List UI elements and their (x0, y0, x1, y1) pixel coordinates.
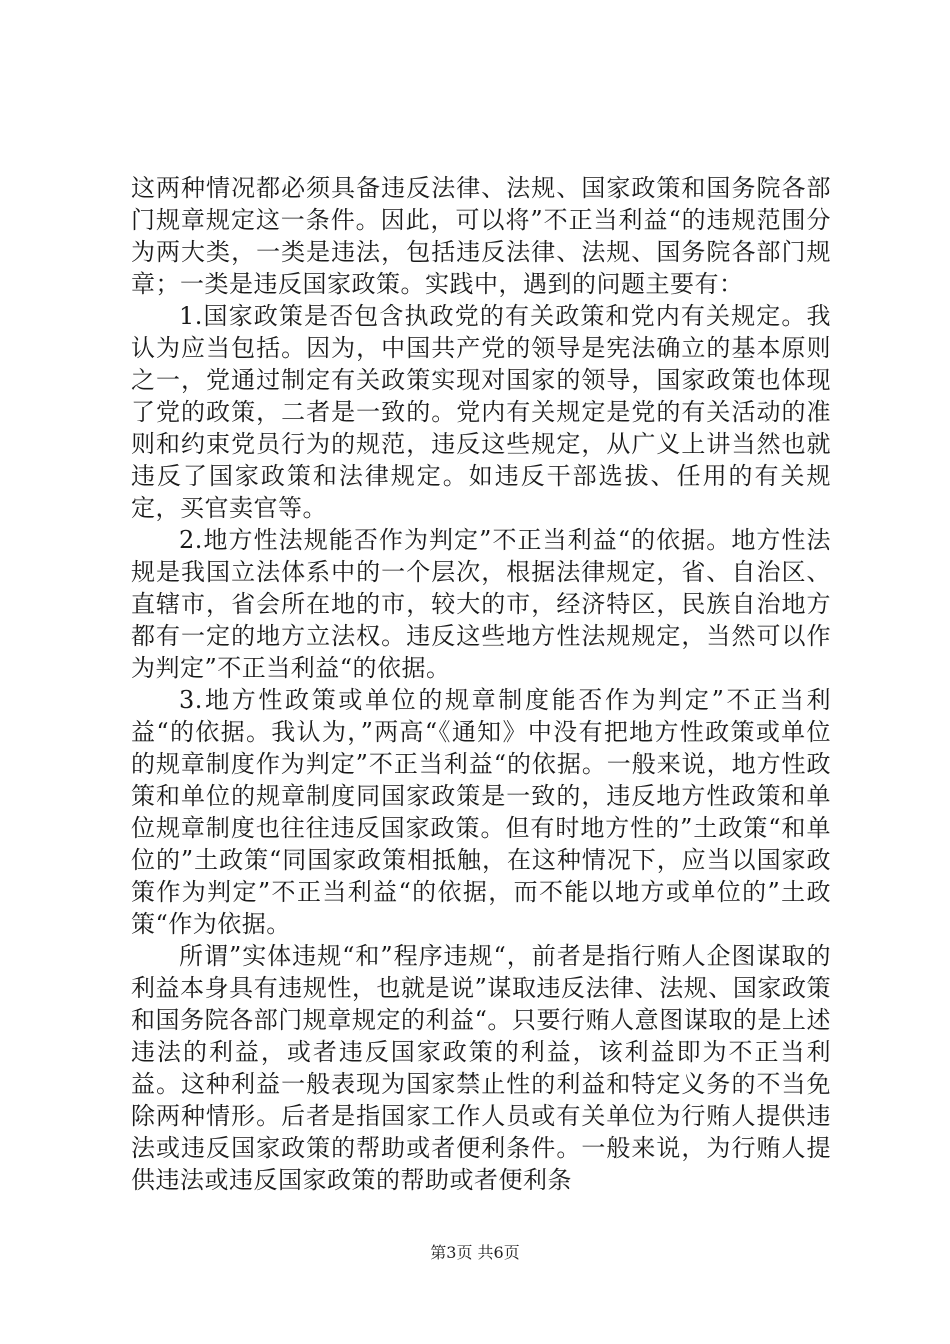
paragraph-intro: 这两种情况都必须具备违反法律、法规、国家政策和国务院各部门规章规定这一条件。因此，可以将”不正当利益“的违规范围分为两大类，一类是违法，包括违反法律、法规、国务院各部门规章；一类是违反国家政策。实践中，遇到的问题主要有： (131, 174, 831, 298)
page-footer (0, 1243, 950, 1263)
paragraph-item-3: 3.地方性政策或单位的规章制度能否作为判定”不正当利益“的依据。我认为，”两高“《通知》中没有把地方性政策或单位的规章制度作为判定”不正当利益“的依据。一般来说，地方性政策和单位的规章制度同国家政策是一致的，违反地方性政策和单位规章制度也往往违反国家政策。但有时地方性的”土政策“和单位的”土政策“同国家政策相抵触，在这种情况下，应当以国家政策作为判定”不正当利益“的依据，而不能以地方或单位的”土政策“作为依据。 (131, 686, 831, 938)
page-number-label: 第3页 共6页 (430, 1243, 520, 1262)
paragraph-item-1: 1.国家政策是否包含执政党的有关政策和党内有关规定。我认为应当包括。因为，中国共产党的领导是宪法确立的基本原则之一，党通过制定有关政策实现对国家的领导，国家政策也体现了党的政策，二者是一致的。党内有关规定是党的有关活动的准则和约束党员行为的规范，违反这些规定，从广义上讲当然也就违反了国家政策和法律规定。如违反干部选拔、任用的有关规定，买官卖官等。 (131, 302, 831, 522)
paragraph-substantive-procedural: 所谓”实体违规“和”程序违规“，前者是指行贿人企图谋取的利益本身具有违规性，也就是说”谋取违反法律、法规、国家政策和国务院各部门规章规定的利益“。只要行贿人意图谋取的是上述违法的利益，或者违反国家政策的利益，该利益即为不正当利益。这种利益一般表现为国家禁止性的利益和特定义务的不当免除两种情形。后者是指国家工作人员或有关单位为行贿人提供违法或违反国家政策的帮助或者便利条件。一般来说，为行贿人提供违法或违反国家政策的帮助或者便利条 (131, 942, 831, 1194)
paragraph-item-2: 2.地方性法规能否作为判定”不正当利益“的依据。地方性法规是我国立法体系中的一个层次，根据法律规定，省、自治区、直辖市，省会所在地的市，较大的市，经济特区，民族自治地方都有一定的地方立法权。违反这些地方性法规规定，当然可以作为判定”不正当利益“的依据。 (131, 526, 831, 682)
body-text (131, 172, 831, 1196)
